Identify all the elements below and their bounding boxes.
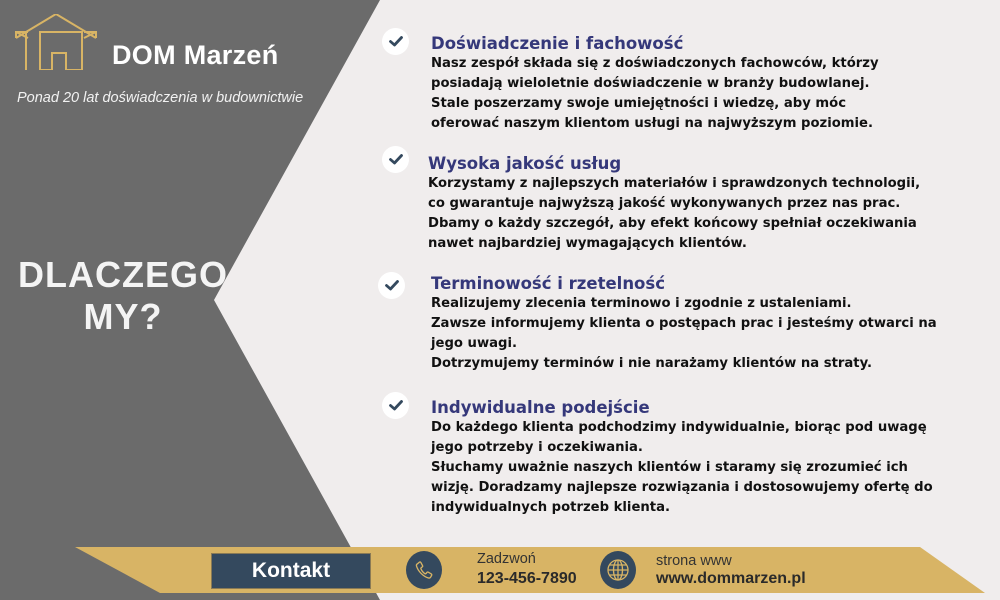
website-link[interactable]: www.dommarzen.pl — [656, 570, 806, 587]
feature-line: co gwarantuje najwyższą jakość wykonywanych przez nas prac. — [428, 196, 901, 211]
headline-line1: DLACZEGO — [18, 254, 228, 295]
feature-line: Zawsze informujemy klienta o postępach prac i jesteśmy otwarci na — [431, 316, 937, 331]
feature-line: posiadają wieloletnie doświadczenie w branży budowlanej. — [431, 76, 870, 91]
feature-title: Terminowość i rzetelność — [431, 274, 665, 293]
feature-title: Doświadczenie i fachowość — [431, 34, 684, 53]
phone-number[interactable]: 123-456-7890 — [477, 570, 577, 587]
website-label: strona www — [656, 553, 732, 569]
brand-name: DOM Marzeń — [112, 40, 279, 70]
phone-icon[interactable] — [406, 551, 442, 589]
globe-icon[interactable] — [600, 551, 636, 589]
contact-button[interactable]: Kontakt — [211, 553, 371, 589]
feature-line: indywidualnych potrzeb klienta. — [431, 500, 670, 515]
feature-line: Nasz zespół składa się z doświadczonych fachowców, którzy — [431, 56, 879, 71]
headline-line2: MY? — [83, 296, 163, 337]
feature-line: wizję. Doradzamy najlepsze rozwiązania i dostosowujemy ofertę do — [431, 480, 933, 495]
feature-line: oferować naszym klientom usługi na najwyższym poziomie. — [431, 116, 874, 131]
feature-line: Do każdego klienta podchodzimy indywidualnie, biorąc pod uwagę — [431, 420, 927, 435]
feature-line: Dbamy o każdy szczegół, aby efekt końcowy spełniał oczekiwania — [428, 216, 917, 231]
feature-line: nawet najbardziej wymagających klientów. — [428, 236, 747, 251]
feature-line: jego potrzeby i oczekiwania. — [431, 440, 643, 455]
feature-title: Wysoka jakość usług — [428, 154, 622, 173]
feature-line: jego uwagi. — [431, 336, 517, 351]
brand-tagline: Ponad 20 lat doświadczenia w budownictwie — [17, 90, 304, 106]
feature-line: Korzystamy z najlepszych materiałów i sprawdzonych technologii, — [428, 176, 921, 191]
feature-title: Indywidualne podejście — [431, 398, 650, 417]
feature-line: Słuchamy uważnie naszych klientów i staramy się zrozumieć ich — [431, 460, 908, 475]
feature-line: Realizujemy zlecenia terminowo i zgodnie z ustaleniami. — [431, 296, 852, 311]
feature-line: Dotrzymujemy terminów i nie narażamy klientów na straty. — [431, 356, 873, 371]
feature-line: Stale poszerzamy swoje umiejętności i wiedzę, aby móc — [431, 96, 847, 111]
phone-label: Zadzwoń — [477, 551, 536, 567]
